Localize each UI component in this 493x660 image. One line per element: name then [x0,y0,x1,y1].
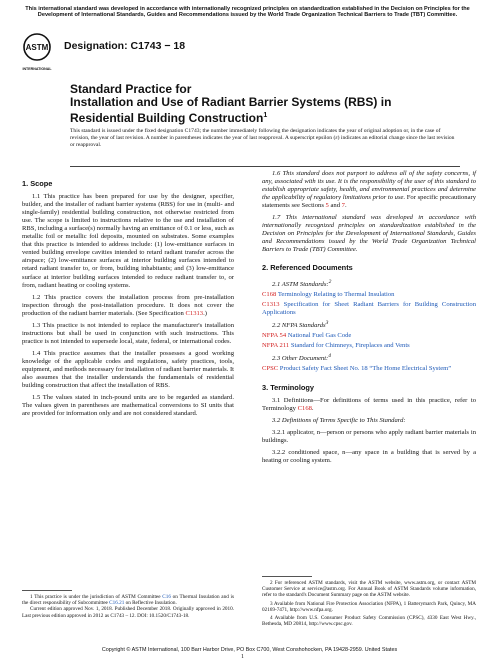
reference-c1313[interactable]: C1313 Specification for Sheet Radiant Barriers for Building Construction Applications [262,300,476,316]
copyright-footer: Copyright © ASTM International, 100 Barr Harbor Drive, PO Box C700, West Conshohocken, PA 19428-2959. United States [101,647,398,653]
title-line-1: Standard Practice for [70,82,192,96]
footnote-divider-left [22,590,72,591]
reference-cpsc[interactable]: CPSC Product Safety Fact Sheet No. 18 “The Home Electrical System” [262,365,452,373]
left-column [22,170,234,422]
paragraph-3-1: 3.1 Definitions—For definitions of terms used in this practice, refer to Terminology C168. [262,396,476,412]
standard-issuance-note: This standard is issued under the fixed designation C1743; the number immediately following the designation indicates the year of original adoption or, in the case of revision, the year of last revision. A number in parentheses indicates the year of last reapproval. A superscript epsilon (ε) indicates an editorial change since the last revision or reapproval. [70,128,455,148]
header-divider [70,166,460,167]
paragraph-1-1: 1.1 This practice has been prepared for use by the designer, specifier, builder, and the installer of radiant barrier systems (RBS) for use in (multi- and single-family) residential building construction, not otherwise restricted from use. The scope is limited to instructions relative to the use and installation of RBS, including a surface(s) normally having an emittance of 0.1 or less, such as metallic foil or metallic foil deposits, mounted on substrates. Some examples that this practice is intended to address include: (1) low-emittance surfaces in vented building envelope cavities intended to retard radiant transfer across the airspace; (2) low-emittance surfaces at interior building surfaces intended to retard radiant transfer to, or from, building inhabitants; and (3) low-emittance surface at interior building surfaces intended to reduce radiant transfer to, or from, radiant heating or cooling systems. [22,193,234,289]
link-section-5[interactable]: 5 [325,202,329,210]
footnote-divider-right [262,576,312,577]
paragraph-1-6: 1.6 This standard does not purport to address all of the safety concerns, if any, associated with its use. It is the responsibility of the user of this standard to establish appropriate safety, health, and environmental practices and determine the applicability of regulatory limitations prior to use. For specific precautionary statements see Sections 5 and 7. [262,170,476,210]
other-document-heading: 2.3 Other Document:$^4$ [272,353,331,363]
link-c16[interactable]: C16 [162,594,171,600]
section-heading-scope: 1. Scope [22,179,53,188]
reference-nfpa-54[interactable]: NFPA 54 National Fuel Gas Code [262,332,352,340]
paragraph-1-2: 1.2 This practice covers the installation process from pre-installation inspection through the post-installation procedure. It does not cover the production of the radiant barrier materials. (See Specification C1313.) [22,293,234,317]
paragraph-1-3: 1.3 This practice is not intended to replace the manufacturer's installation instructions but shall be used in conjunction with such instructions. This practice is not intended to supersede local, state, federal, or international codes. [22,321,234,345]
footnotes-right [262,580,476,627]
reference-c168[interactable]: C168 Terminology Relating to Thermal Insulation [262,290,395,298]
svg-text:INTERNATIONAL: INTERNATIONAL [22,67,52,71]
wto-notice: This international standard was developed in accordance with internationally recognized principles on standardization established in the Decision on Principles for the Development of International Standards, Guides and Recommendations issued by the World Trade Organization Technical Barriers to Trade (TBT) Committee. [25,6,470,19]
footnote-3: 3 Available from National Fire Protection Association (NFPA), 1 Batterymarch Park, Quincy, MA 02169-7471, http://www.nfpa.org. [262,600,476,613]
paragraph-3-2-1: 3.2.1 applicator, n—person or persons who apply radiant barrier materials in buildings. [262,428,476,444]
designation: Designation: C1743 − 18 [64,40,186,52]
link-c1313[interactable]: C1313 [185,309,204,317]
link-c16-21[interactable]: C16.21 [109,600,125,607]
footnote-4: 4 Available from U.S. Consumer Product Safety Commission (CPSC), 4330 East West Hwy., Bethesda, MD 20814, http://www.cpsc.gov. [262,615,476,628]
nfpa-standards-heading: 2.2 NFPA Standards$^3$ [272,319,329,330]
right-column [262,170,476,469]
section-heading-referenced-documents: 2. Referenced Documents [262,263,353,273]
footnote-1: 1 This practice is under the jurisdiction of ASTM Committee C16 on Thermal Insulation and is the direct responsibility of Subcommittee C16.21 on Reflective Insulation. Current edition approved Nov. 1, 2018. Published December 2018. Originally approved in 2010. Last previous edition approved in 2012 as C1743 – 12. DOI: 10.1520/C1743-18. [22,594,234,619]
link-c168[interactable]: C168 [297,404,312,412]
footnote-2: 2 For referenced ASTM standards, visit the ASTM website, www.astm.org, or contact ASTM Customer Service at service@astm.org. For Annual Book of ASTM Standards volume information, refer to the standard's Document Summary page on the ASTM website. [262,580,476,599]
title-line-3: Residential Building Construction$^1$ [70,111,268,126]
paragraph-1-7: 1.7 This international standard was developed in accordance with internationally recognized principles on standardization established in the Decision on Principles for the Development of International Standards, Guides and Recommendations issued by the World Trade Organization Technical Barriers to Trade (TBT) Committee. [262,214,476,254]
paragraph-3-2-2: 3.2.2 conditioned space, n—any space in a building that is served by a heating or cooling system. [262,448,476,464]
document-title [70,83,450,126]
paragraph-3-2: 3.2 Definitions of Terms Specific to This Standard: [272,416,406,424]
link-section-7[interactable]: 7 [341,202,345,210]
reference-nfpa-211[interactable]: NFPA 211 Standard for Chimneys, Fireplaces and Vents [262,342,410,350]
astm-logo-icon [22,30,52,74]
title-line-2: Installation and Use of Radiant Barrier Systems (RBS) in [70,95,392,110]
paragraph-1-5: 1.5 The values stated in inch-pound units are to be regarded as standard. The values given in parentheses are mathematical conversions to SI units that are provided for information only and are not considered standard. [22,394,234,418]
page-number: 1 [241,654,244,660]
section-heading-terminology: 3. Terminology [262,382,315,392]
paragraph-1-4: 1.4 This practice assumes that the installer possesses a good working knowledge of the applicable codes and regulations, safety practices, tools, equipment, and methods necessary for installation of radiant barrier materials. It also assumes that the installer understands the fundamentals of residential building construction that affect the installation of RBS. [22,349,234,390]
astm-standards-heading: 2.1 ASTM Standards:$^2$ [272,278,332,288]
svg-text:ASTM: ASTM [25,43,49,52]
